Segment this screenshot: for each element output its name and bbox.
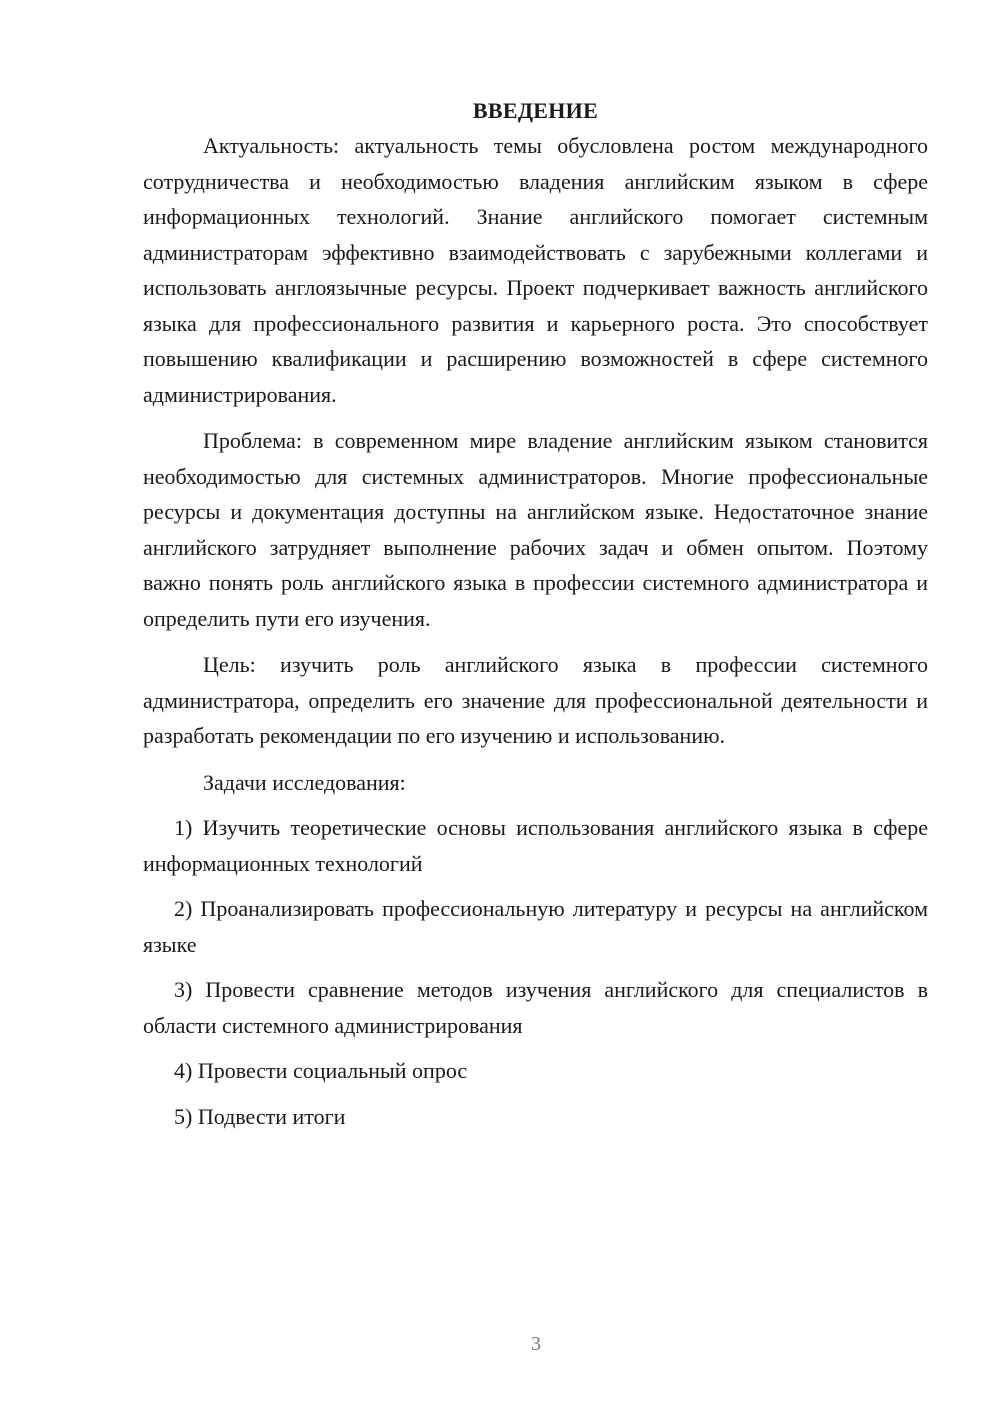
- list-item: 4) Провести социальный опрос: [174, 1058, 468, 1083]
- list-item: 5) Подвести итоги: [174, 1103, 346, 1129]
- section-title: ВВЕДЕНИЕ: [472, 98, 599, 123]
- list-item: 3) Провести сравнение методов изучения английского для специалистов в области системного администрирования: [143, 977, 928, 1038]
- paragraph-problem: Проблема: в современном мире владение английским языком становится необходимостью для системных администраторов. Многие профессиональные ресурсы и документация доступны на английском языке. Недостаточное знание английского затрудняет выполнение рабочих задач и обмен опытом. Поэтому важно понять роль английского языка в профессии системного администратора и определить пути его изучения.: [143, 428, 928, 631]
- tasks-list: [143, 810, 928, 1134]
- paragraph-relevance: Актуальность: актуальность темы обусловлена ростом международного сотрудничества и необходимостью владения английским языком в сфере информационных технологий. Знание английского помогает системным администраторам эффективно взаимодействовать с зарубежными коллегами и использовать англоязычные ресурсы. Проект подчеркивает важность английского языка для профессионального развития и карьерного роста. Это способствует повышению квалификации и расширению возможностей в сфере системного администрирования.: [143, 133, 928, 407]
- page-number: 3: [531, 1333, 541, 1355]
- list-item: 1) Изучить теоретические основы использования английского языка в сфере информационных технологий: [143, 815, 928, 876]
- paragraph-goal: Цель: изучить роль английского языка в профессии системного администратора, определить его значение для профессиональной деятельности и разработать рекомендации по его изучению и использованию.: [143, 652, 928, 748]
- document-page: [143, 96, 928, 1144]
- list-item: 2) Проанализировать профессиональную литературу и ресурсы на английском языке: [143, 896, 928, 957]
- tasks-heading: Задачи исследования:: [203, 769, 406, 795]
